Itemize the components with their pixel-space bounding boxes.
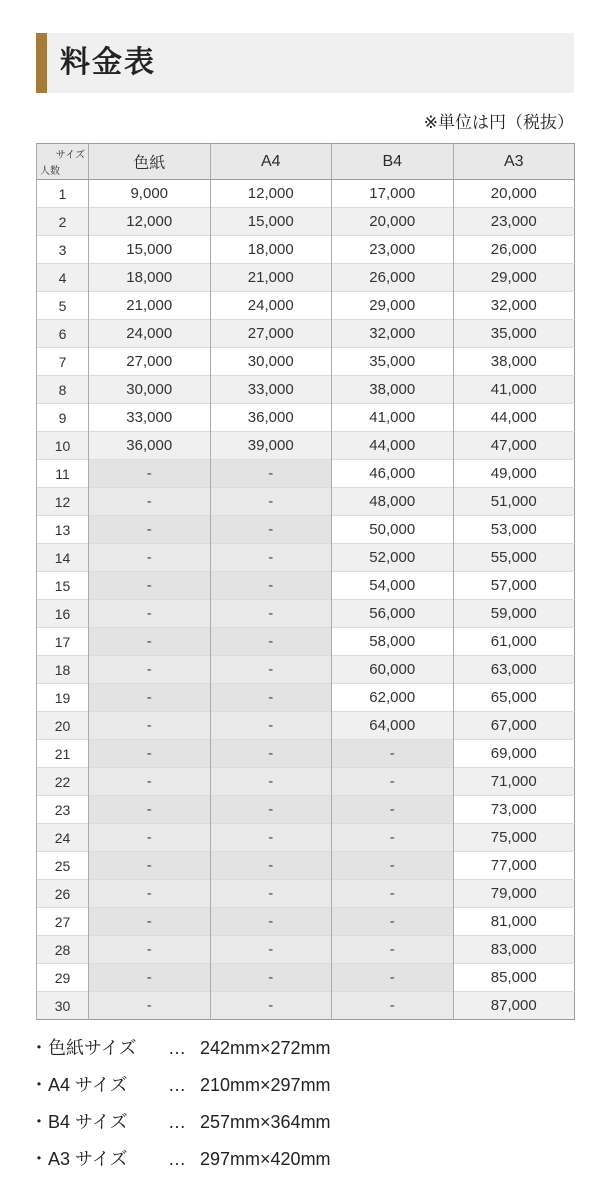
row-number-cell: 27 [37, 908, 89, 936]
row-number-cell: 23 [37, 796, 89, 824]
note-dots: … [168, 1038, 186, 1058]
na-cell: - [89, 824, 211, 852]
table-row [37, 824, 575, 852]
table-row [37, 796, 575, 824]
na-cell: - [332, 740, 454, 768]
table-row [37, 768, 575, 796]
table-row [37, 544, 575, 572]
corner-label-size: サイズ [55, 150, 85, 161]
na-cell: - [89, 684, 211, 712]
price-cell: 53,000 [453, 516, 575, 544]
row-number-cell: 10 [37, 432, 89, 460]
price-cell: 65,000 [453, 684, 575, 712]
note-size: 210mm×297mm [200, 1075, 331, 1095]
na-cell: - [89, 908, 211, 936]
note-label: A3 サイズ [48, 1149, 128, 1169]
price-cell: 35,000 [332, 348, 454, 376]
na-cell: - [89, 992, 211, 1020]
table-row [37, 628, 575, 656]
price-cell: 73,000 [453, 796, 575, 824]
na-cell: - [210, 572, 332, 600]
table-row [37, 432, 575, 460]
price-cell: 61,000 [453, 628, 575, 656]
na-cell: - [210, 964, 332, 992]
na-cell: - [210, 852, 332, 880]
price-cell: 38,000 [332, 376, 454, 404]
row-number-cell: 25 [37, 852, 89, 880]
row-number-cell: 28 [37, 936, 89, 964]
price-cell: 62,000 [332, 684, 454, 712]
na-cell: - [332, 964, 454, 992]
row-number-cell: 13 [37, 516, 89, 544]
unit-note: ※単位は円（税抜） [423, 113, 574, 132]
price-cell: 39,000 [210, 432, 332, 460]
table-row [37, 404, 575, 432]
note-dots: … [168, 1075, 186, 1095]
price-cell: 52,000 [332, 544, 454, 572]
row-number-cell: 24 [37, 824, 89, 852]
table-row [37, 348, 575, 376]
table-row [37, 572, 575, 600]
table-row [37, 292, 575, 320]
price-cell: 58,000 [332, 628, 454, 656]
na-cell: - [89, 852, 211, 880]
na-cell: - [332, 796, 454, 824]
na-cell: - [210, 656, 332, 684]
row-number-cell: 22 [37, 768, 89, 796]
corner-cell [37, 144, 89, 180]
note-size: 242mm×272mm [200, 1038, 331, 1058]
price-cell: 77,000 [453, 852, 575, 880]
na-cell: - [89, 768, 211, 796]
page-title-band [36, 33, 574, 93]
table-row [37, 684, 575, 712]
na-cell: - [89, 880, 211, 908]
row-number-cell: 19 [37, 684, 89, 712]
price-cell: 81,000 [453, 908, 575, 936]
size-notes [30, 1030, 331, 1178]
na-cell: - [210, 544, 332, 572]
price-cell: 60,000 [332, 656, 454, 684]
row-number-cell: 21 [37, 740, 89, 768]
table-row [37, 236, 575, 264]
price-cell: 20,000 [453, 180, 575, 208]
na-cell: - [332, 992, 454, 1020]
price-cell: 64,000 [332, 712, 454, 740]
corner-label-people: 人数 [40, 166, 60, 177]
note-size: 257mm×364mm [200, 1112, 331, 1132]
table-row [37, 964, 575, 992]
row-number-cell: 6 [37, 320, 89, 348]
na-cell: - [89, 936, 211, 964]
price-cell: 12,000 [89, 208, 211, 236]
price-cell: 59,000 [453, 600, 575, 628]
price-cell: 56,000 [332, 600, 454, 628]
note-dots: … [168, 1149, 186, 1169]
row-number-cell: 12 [37, 488, 89, 516]
note-bullet: ・ [30, 1149, 48, 1169]
table-row [37, 740, 575, 768]
price-cell: 30,000 [89, 376, 211, 404]
title-accent-bar [36, 33, 47, 93]
table-row [37, 936, 575, 964]
row-number-cell: 3 [37, 236, 89, 264]
price-cell: 29,000 [332, 292, 454, 320]
price-cell: 15,000 [210, 208, 332, 236]
row-number-cell: 5 [37, 292, 89, 320]
price-cell: 18,000 [89, 264, 211, 292]
table-row [37, 656, 575, 684]
price-cell: 26,000 [453, 236, 575, 264]
column-header-A3: A3 [453, 144, 575, 180]
na-cell: - [332, 768, 454, 796]
price-table-header [37, 144, 575, 180]
size-note-item [30, 1141, 331, 1178]
na-cell: - [210, 936, 332, 964]
price-cell: 51,000 [453, 488, 575, 516]
price-cell: 23,000 [453, 208, 575, 236]
row-number-cell: 26 [37, 880, 89, 908]
price-cell: 33,000 [210, 376, 332, 404]
table-row [37, 320, 575, 348]
na-cell: - [89, 656, 211, 684]
na-cell: - [210, 768, 332, 796]
price-cell: 50,000 [332, 516, 454, 544]
price-cell: 87,000 [453, 992, 575, 1020]
na-cell: - [332, 852, 454, 880]
price-cell: 38,000 [453, 348, 575, 376]
note-bullet: ・ [30, 1075, 48, 1095]
price-cell: 24,000 [89, 320, 211, 348]
table-row [37, 264, 575, 292]
na-cell: - [89, 964, 211, 992]
price-cell: 67,000 [453, 712, 575, 740]
na-cell: - [210, 740, 332, 768]
price-cell: 48,000 [332, 488, 454, 516]
row-number-cell: 9 [37, 404, 89, 432]
na-cell: - [210, 796, 332, 824]
na-cell: - [89, 572, 211, 600]
price-cell: 44,000 [453, 404, 575, 432]
na-cell: - [89, 628, 211, 656]
header-row [37, 144, 575, 180]
table-row [37, 852, 575, 880]
row-number-cell: 15 [37, 572, 89, 600]
row-number-cell: 1 [37, 180, 89, 208]
na-cell: - [89, 516, 211, 544]
note-bullet: ・ [30, 1112, 48, 1132]
row-number-cell: 17 [37, 628, 89, 656]
row-number-cell: 20 [37, 712, 89, 740]
note-bullet: ・ [30, 1038, 48, 1058]
row-number-cell: 16 [37, 600, 89, 628]
na-cell: - [332, 880, 454, 908]
price-cell: 30,000 [210, 348, 332, 376]
na-cell: - [89, 796, 211, 824]
table-row [37, 208, 575, 236]
na-cell: - [89, 488, 211, 516]
na-cell: - [210, 516, 332, 544]
price-cell: 9,000 [89, 180, 211, 208]
price-cell: 49,000 [453, 460, 575, 488]
note-dots: … [168, 1112, 186, 1132]
price-cell: 18,000 [210, 236, 332, 264]
table-row [37, 460, 575, 488]
price-cell: 32,000 [332, 320, 454, 348]
na-cell: - [89, 600, 211, 628]
price-cell: 29,000 [453, 264, 575, 292]
price-cell: 79,000 [453, 880, 575, 908]
price-cell: 21,000 [210, 264, 332, 292]
price-table-body [37, 180, 575, 1020]
na-cell: - [89, 712, 211, 740]
price-cell: 33,000 [89, 404, 211, 432]
row-number-cell: 29 [37, 964, 89, 992]
na-cell: - [332, 824, 454, 852]
na-cell: - [89, 460, 211, 488]
price-cell: 47,000 [453, 432, 575, 460]
na-cell: - [210, 600, 332, 628]
price-cell: 23,000 [332, 236, 454, 264]
price-cell: 21,000 [89, 292, 211, 320]
na-cell: - [332, 936, 454, 964]
price-cell: 41,000 [332, 404, 454, 432]
row-number-cell: 18 [37, 656, 89, 684]
row-number-cell: 8 [37, 376, 89, 404]
price-cell: 46,000 [332, 460, 454, 488]
table-row [37, 600, 575, 628]
column-header-A4: A4 [210, 144, 332, 180]
price-cell: 24,000 [210, 292, 332, 320]
note-label: A4 サイズ [48, 1075, 128, 1095]
price-cell: 69,000 [453, 740, 575, 768]
row-number-cell: 11 [37, 460, 89, 488]
na-cell: - [89, 544, 211, 572]
price-cell: 57,000 [453, 572, 575, 600]
size-note-item [30, 1030, 331, 1067]
na-cell: - [210, 712, 332, 740]
na-cell: - [210, 628, 332, 656]
column-header-色紙: 色紙 [89, 144, 211, 180]
table-row [37, 908, 575, 936]
price-cell: 54,000 [332, 572, 454, 600]
na-cell: - [210, 684, 332, 712]
price-cell: 55,000 [453, 544, 575, 572]
price-cell: 15,000 [89, 236, 211, 264]
price-cell: 20,000 [332, 208, 454, 236]
price-cell: 35,000 [453, 320, 575, 348]
table-row [37, 376, 575, 404]
row-number-cell: 7 [37, 348, 89, 376]
size-note-item [30, 1067, 331, 1104]
table-row [37, 180, 575, 208]
price-cell: 85,000 [453, 964, 575, 992]
row-number-cell: 4 [37, 264, 89, 292]
note-label: 色紙サイズ [48, 1038, 137, 1058]
column-header-B4: B4 [332, 144, 454, 180]
table-row [37, 992, 575, 1020]
na-cell: - [210, 488, 332, 516]
table-row [37, 488, 575, 516]
na-cell: - [332, 908, 454, 936]
price-cell: 32,000 [453, 292, 575, 320]
price-cell: 36,000 [89, 432, 211, 460]
price-cell: 17,000 [332, 180, 454, 208]
table-row [37, 880, 575, 908]
price-cell: 41,000 [453, 376, 575, 404]
price-table [36, 143, 575, 1020]
note-label: B4 サイズ [48, 1112, 128, 1132]
price-cell: 63,000 [453, 656, 575, 684]
row-number-cell: 14 [37, 544, 89, 572]
na-cell: - [210, 880, 332, 908]
price-cell: 75,000 [453, 824, 575, 852]
na-cell: - [89, 740, 211, 768]
row-number-cell: 30 [37, 992, 89, 1020]
price-cell: 12,000 [210, 180, 332, 208]
price-cell: 26,000 [332, 264, 454, 292]
na-cell: - [210, 824, 332, 852]
price-cell: 27,000 [89, 348, 211, 376]
table-row [37, 712, 575, 740]
na-cell: - [210, 460, 332, 488]
price-cell: 44,000 [332, 432, 454, 460]
page-title: 料金表 [60, 46, 156, 79]
price-cell: 71,000 [453, 768, 575, 796]
note-size: 297mm×420mm [200, 1149, 331, 1169]
table-row [37, 516, 575, 544]
price-cell: 36,000 [210, 404, 332, 432]
na-cell: - [210, 908, 332, 936]
na-cell: - [210, 992, 332, 1020]
row-number-cell: 2 [37, 208, 89, 236]
size-note-item [30, 1104, 331, 1141]
price-cell: 27,000 [210, 320, 332, 348]
price-cell: 83,000 [453, 936, 575, 964]
